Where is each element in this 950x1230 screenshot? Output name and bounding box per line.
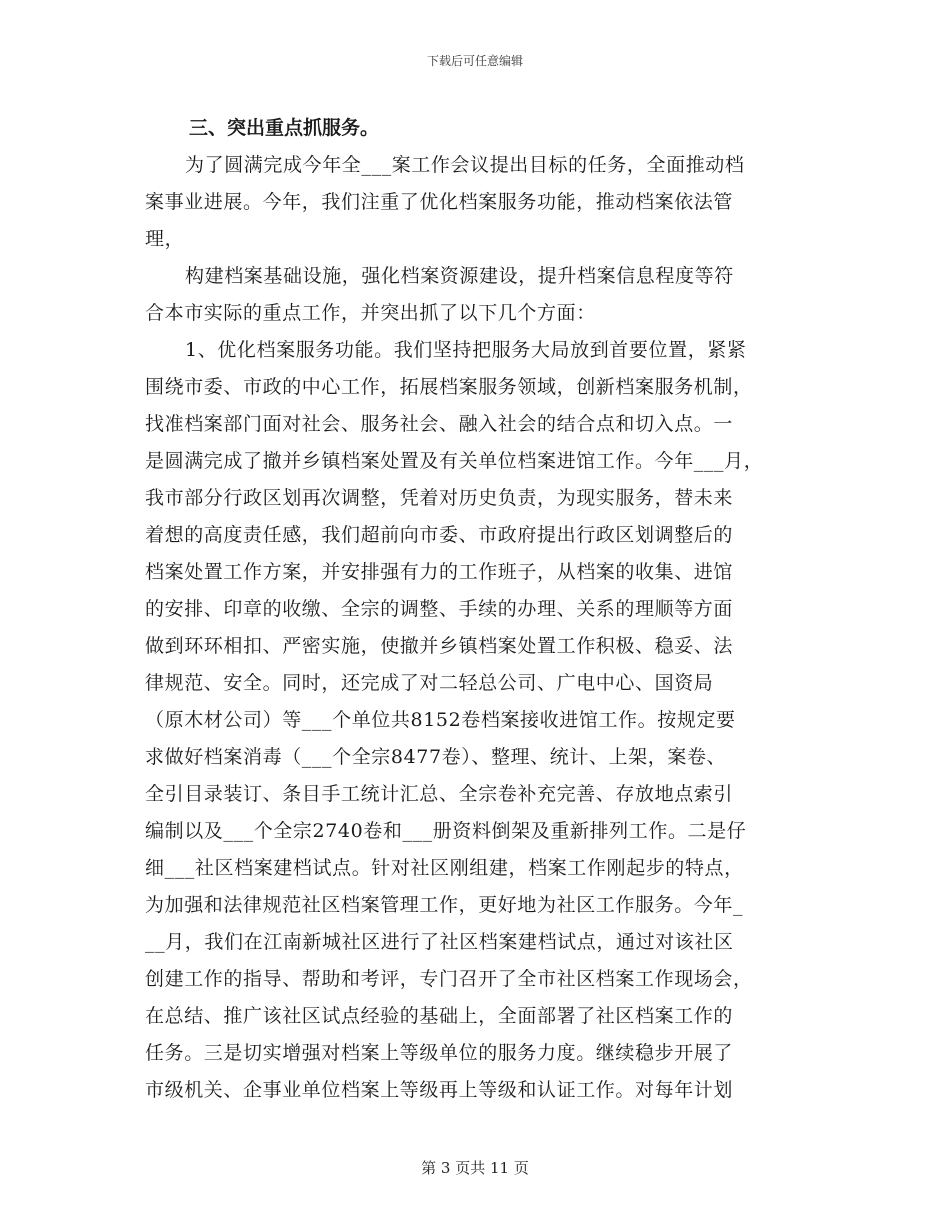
section-heading: 三、突出重点抓服务。: [189, 117, 380, 139]
text-line: 市级机关、企事业单位档案上等级再上等级和认证工作。对每年计划: [145, 1079, 734, 1101]
text-line: 构建档案基础设施，强化档案资源建设，提升档案信息程度等符: [185, 265, 734, 287]
text-line: 1、优化档案服务功能。我们坚持把服务大局放到首要位置，紧紧: [185, 339, 747, 361]
text-line: 做到环环相扣、严密实施，使撤并乡镇档案处置工作积极、稳妥、法: [145, 635, 734, 657]
text-line: （原木材公司）等___个单位共8152卷档案接收进馆工作。按规定要: [145, 709, 736, 731]
text-line: 任务。三是切实增强对档案上等级单位的服务力度。继续稳步开展了: [145, 1042, 734, 1064]
page-header-note: 下载后可任意编辑: [426, 54, 523, 68]
text-line: 档案处置工作方案，并安排强有力的工作班子，从档案的收集、进馆: [145, 561, 734, 583]
text-line: 为了圆满完成今年全___案工作会议提出目标的任务，全面推动档: [185, 154, 745, 176]
text-line: __月，我们在江南新城社区进行了社区档案建档试点，通过对该社区: [145, 931, 734, 953]
text-line: 为加强和法律规范社区档案管理工作，更好地为社区工作服务。今年_: [145, 894, 744, 916]
text-line: 着想的高度责任感，我们超前向市委、市政府提出行政区划调整后的: [145, 524, 734, 546]
text-line: 细___社区档案建档试点。针对社区刚组建，档案工作刚起步的特点，: [145, 857, 744, 879]
paragraph-lines: [145, 147, 815, 1109]
text-line: 在总结、推广该社区试点经验的基础上，全面部署了社区档案工作的: [145, 1005, 734, 1027]
text-line: 是圆满完成了撤并乡镇档案处置及有关单位档案进馆工作。今年___月，: [145, 450, 764, 472]
text-line: 合本市实际的重点工作，并突出抓了以下几个方面：: [145, 302, 596, 324]
text-line: 围绕市委、市政的中心工作，拓展档案服务领域，创新档案服务机制，: [145, 376, 753, 398]
text-line: 我市部分行政区划再次调整，凭着对历史负责，为现实服务，替未来: [145, 487, 734, 509]
page-number-footer: 第 3 页共 11 页: [421, 1159, 529, 1177]
text-line: 律规范、安全。同时，还完成了对二轻总公司、广电中心、国资局: [145, 672, 714, 694]
text-line: 创建工作的指导、帮助和考评，专门召开了全市社区档案工作现场会，: [145, 968, 753, 990]
text-line: 编制以及___个全宗2740卷和___册资料倒架及重新排列工作。二是仔: [145, 820, 747, 842]
text-line: 理，: [145, 228, 185, 250]
text-line: 找准档案部门面对社会、服务社会、融入社会的结合点和切入点。一: [145, 413, 734, 435]
text-line: 案事业进展。今年，我们注重了优化档案服务功能，推动档案依法管: [145, 191, 734, 213]
text-line: 求做好档案消毒（___个全宗8477卷）、整理、统计、上架，案卷、: [145, 746, 727, 768]
text-line: 的安排、印章的收缴、全宗的调整、手续的办理、关系的理顺等方面: [145, 598, 734, 620]
text-line: 全引目录装订、条目手工统计汇总、全宗卷补充完善、存放地点索引: [145, 783, 734, 805]
document-body: [145, 110, 815, 1109]
